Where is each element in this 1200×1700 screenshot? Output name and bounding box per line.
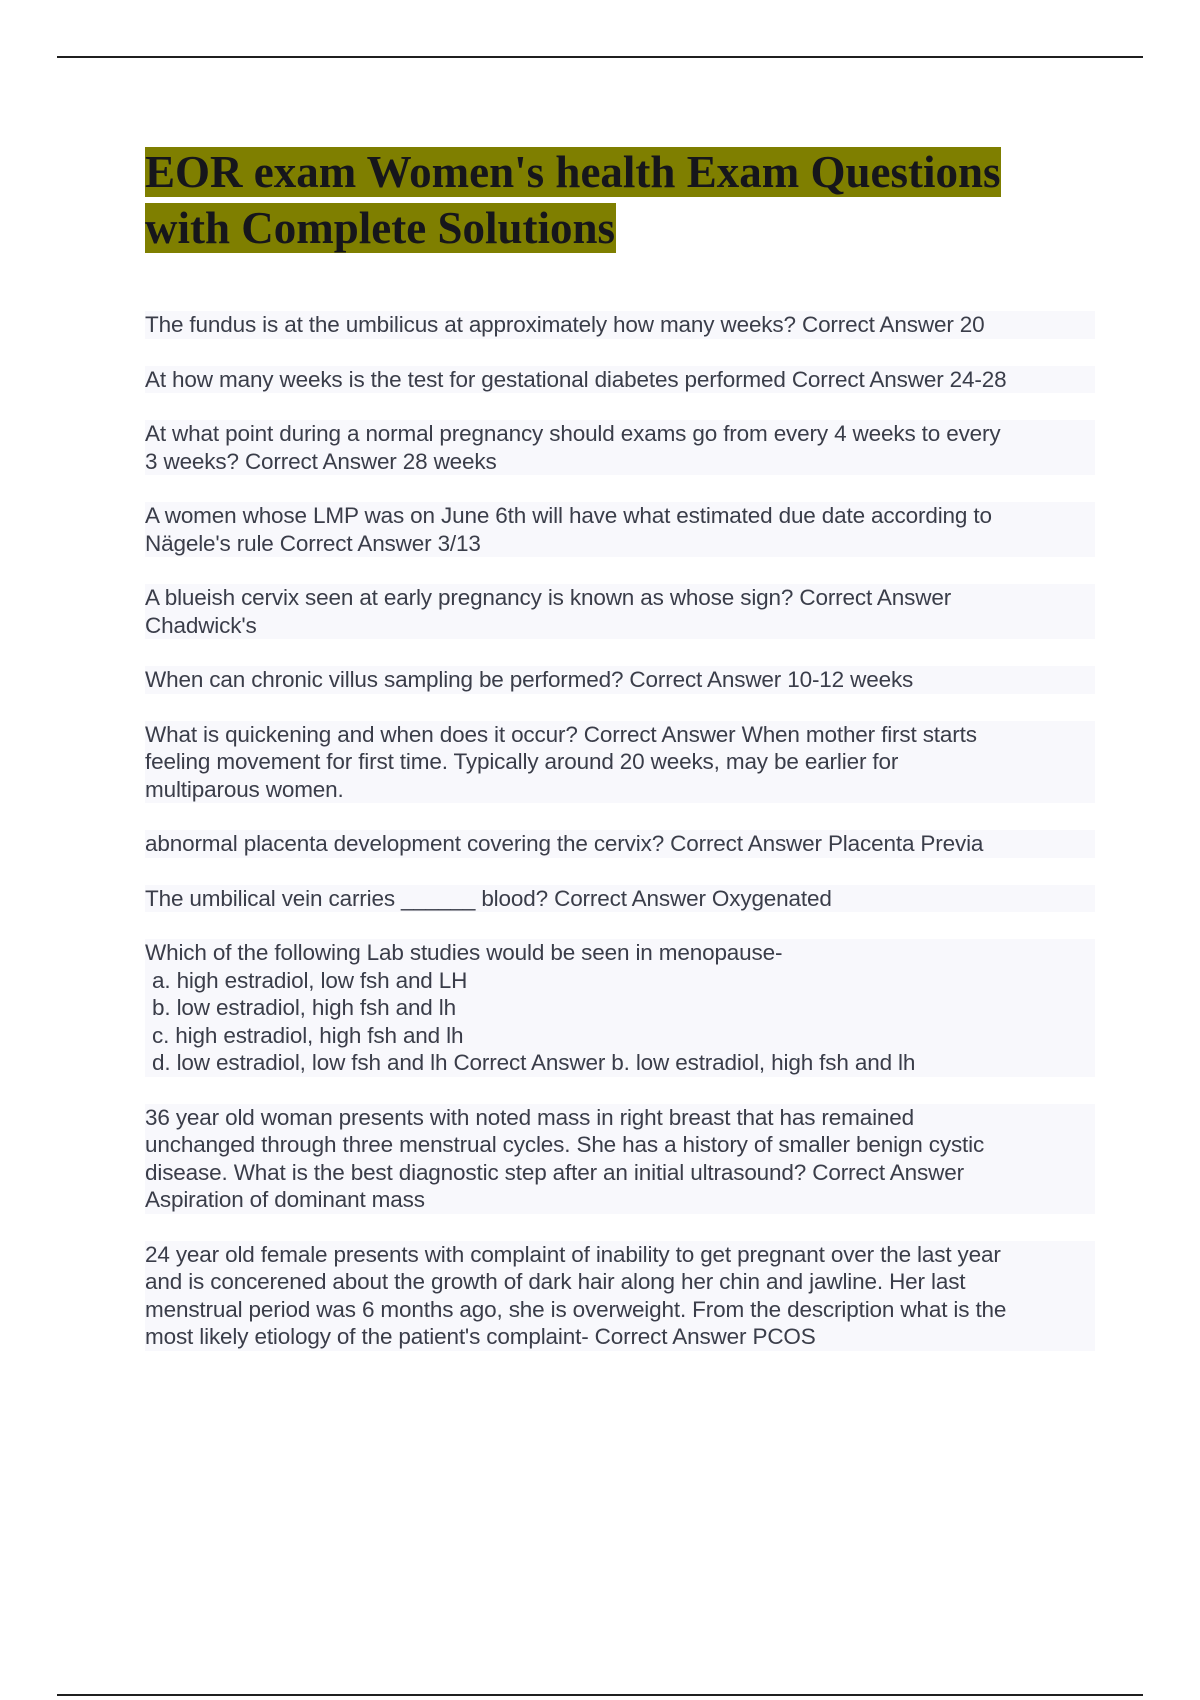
title-line-1: EOR exam Women's health Exam Questions xyxy=(145,147,1001,197)
document-body xyxy=(145,144,1095,1378)
question-item: At what point during a normal pregnancy should exams go from every 4 weeks to every 3 weeks? Correct Answer 28 weeks xyxy=(145,420,1095,475)
question-item: A women whose LMP was on June 6th will have what estimated due date according to Nägele's rule Correct Answer 3/13 xyxy=(145,502,1095,557)
question-item: The fundus is at the umbilicus at approximately how many weeks? Correct Answer 20 xyxy=(145,311,1095,339)
top-divider xyxy=(57,56,1143,58)
question-item: 36 year old woman presents with noted mass in right breast that has remained unchanged through three menstrual cycles. She has a history of smaller benign cystic disease. What is the best diagnostic step after an initial ultrasound? Correct Answer Aspiration of dominant mass xyxy=(145,1104,1095,1214)
question-item: A blueish cervix seen at early pregnancy is known as whose sign? Correct Answer Chadwick's xyxy=(145,584,1095,639)
question-item: What is quickening and when does it occur? Correct Answer When mother first starts feeling movement for first time. Typically around 20 weeks, may be earlier for multiparous women. xyxy=(145,721,1095,804)
question-item-multiple-choice xyxy=(145,939,1095,1077)
option-b: b. low estradiol, high fsh and lh xyxy=(152,995,456,1020)
question-item: abnormal placenta development covering the cervix? Correct Answer Placenta Previa xyxy=(145,830,1095,858)
document-title xyxy=(145,144,1095,256)
answer-options xyxy=(145,967,1095,1077)
question-item: At how many weeks is the test for gestational diabetes performed Correct Answer 24-28 xyxy=(145,366,1095,394)
question-item: The umbilical vein carries ______ blood? Correct Answer Oxygenated xyxy=(145,885,1095,913)
title-line-2: with Complete Solutions xyxy=(145,203,616,253)
bottom-divider xyxy=(57,1694,1143,1696)
question-item: 24 year old female presents with complaint of inability to get pregnant over the last year and is concerened about the growth of dark hair along her chin and jawline. Her last menstrual period was 6 months ago, she is overweight. From the description what is the most likely etiology of the patient's complaint- Correct Answer PCOS xyxy=(145,1241,1095,1351)
question-stem: Which of the following Lab studies would be seen in menopause- xyxy=(145,940,783,965)
option-a: a. high estradiol, low fsh and LH xyxy=(152,967,468,993)
option-d: d. low estradiol, low fsh and lh Correct Answer b. low estradiol, high fsh and lh xyxy=(152,1050,916,1075)
question-item: When can chronic villus sampling be performed? Correct Answer 10-12 weeks xyxy=(145,666,1095,694)
option-c: c. high estradiol, high fsh and lh xyxy=(152,1022,464,1048)
question-list xyxy=(145,311,1095,1351)
